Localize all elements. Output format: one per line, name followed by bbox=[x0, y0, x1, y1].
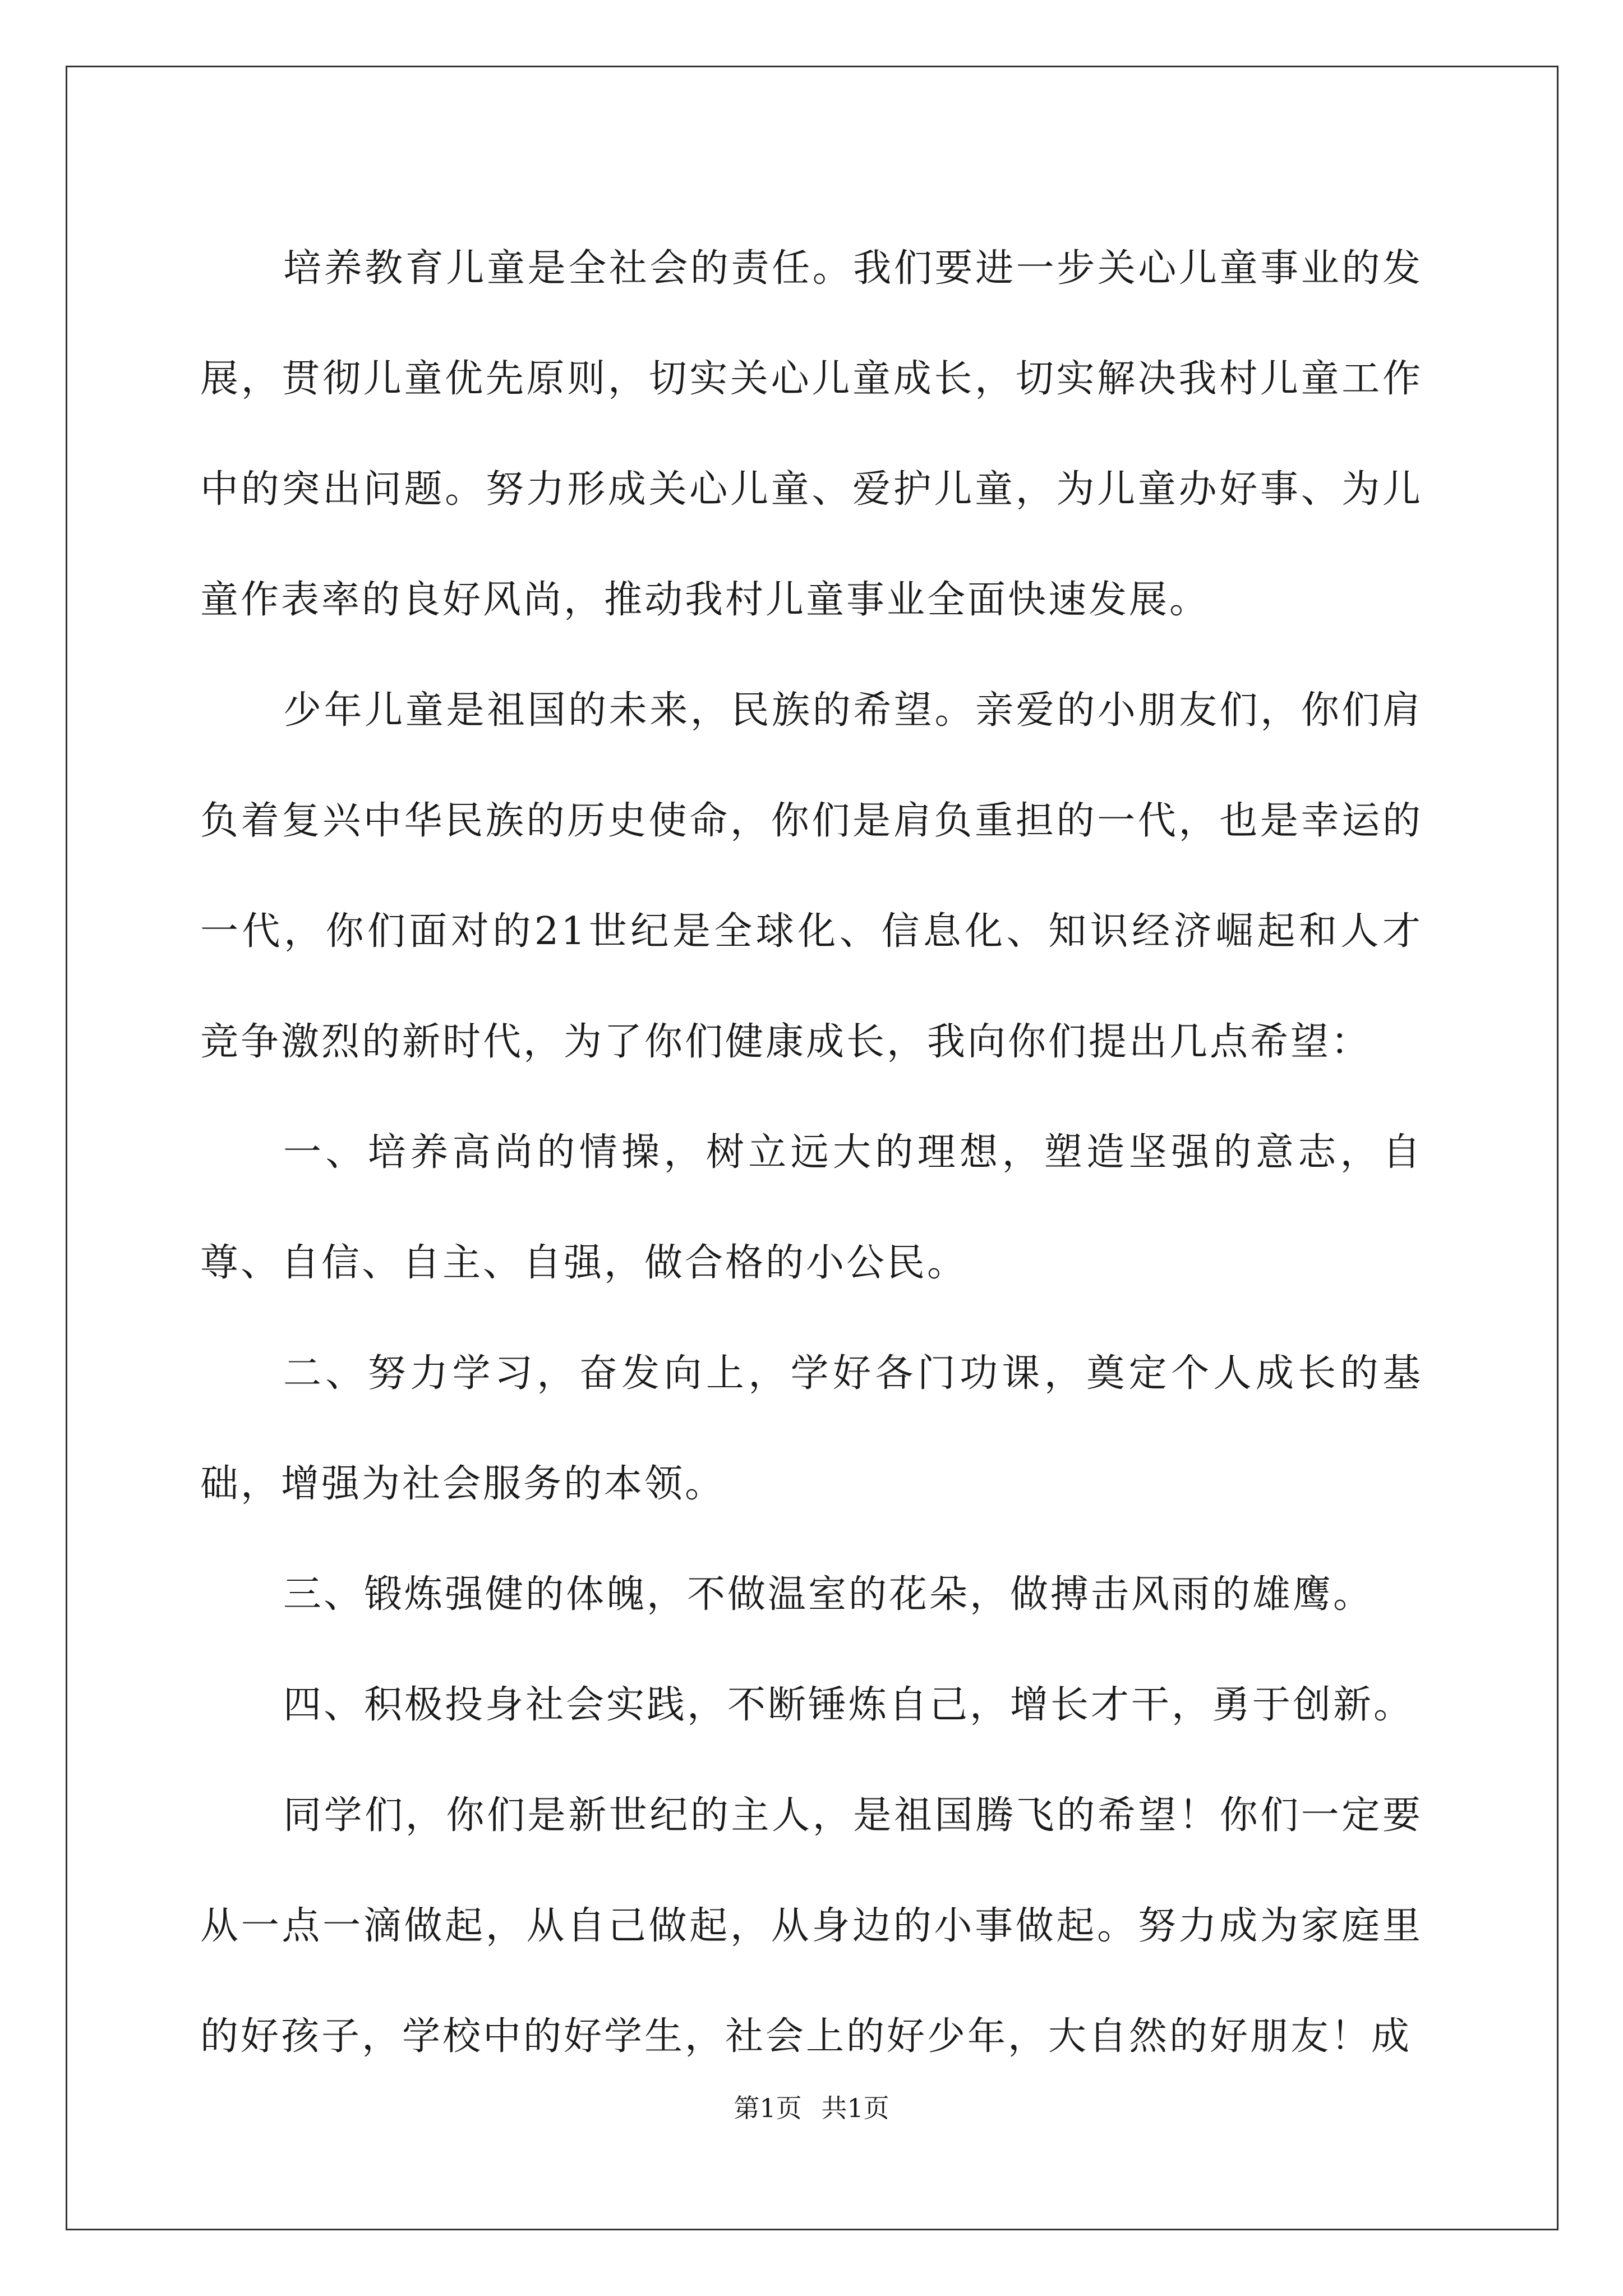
paragraph-2: 少年儿童是祖国的未来，民族的希望。亲爱的小朋友们，你们肩负着复兴中华民族的历史使命，你们是肩负重担的一代，也是幸运的一代，你们面对的21世纪是全球化、信息化、知识经济崛起和人才竞争激烈的新时代，为了你们健康成长，我向你们提出几点希望： bbox=[200, 688, 1423, 1064]
paragraph-3: 一、培养高尚的情操，树立远大的理想，塑造坚强的意志，自尊、自信、自主、自强，做合格的小公民。 bbox=[200, 1130, 1423, 1285]
paragraph-6: 四、积极投身社会实践，不断锤炼自己，增长才干，勇于创新。 bbox=[283, 1683, 1414, 1727]
paragraph-7: 同学们，你们是新世纪的主人，是祖国腾飞的希望！你们一定要从一点一滴做起，从自己做起，从身边的小事做起。努力成为家庭里的好孩子，学校中的好学生，社会上的好少年，大自然的好朋友！成 bbox=[200, 1793, 1423, 2059]
page-number-total: 共1页 bbox=[821, 2093, 889, 2123]
paragraph-5: 三、锻炼强健的体魄，不做温室的花朵，做搏击风雨的雄鹰。 bbox=[283, 1572, 1374, 1617]
paragraph-4: 二、努力学习，奋发向上，学好各门功课，奠定个人成长的基础，增强为社会服务的本领。 bbox=[200, 1351, 1423, 1506]
document-body bbox=[200, 213, 1423, 2092]
page-footer bbox=[0, 2091, 1623, 2125]
page-number-current: 第1页 bbox=[734, 2093, 802, 2123]
paragraph-1: 培养教育儿童是全社会的责任。我们要进一步关心儿童事业的发展，贯彻儿童优先原则，切实关心儿童成长，切实解决我村儿童工作中的突出问题。努力形成关心儿童、爱护儿童，为儿童办好事、为儿童作表率的良好风尚，推动我村儿童事业全面快速发展。 bbox=[200, 246, 1423, 622]
